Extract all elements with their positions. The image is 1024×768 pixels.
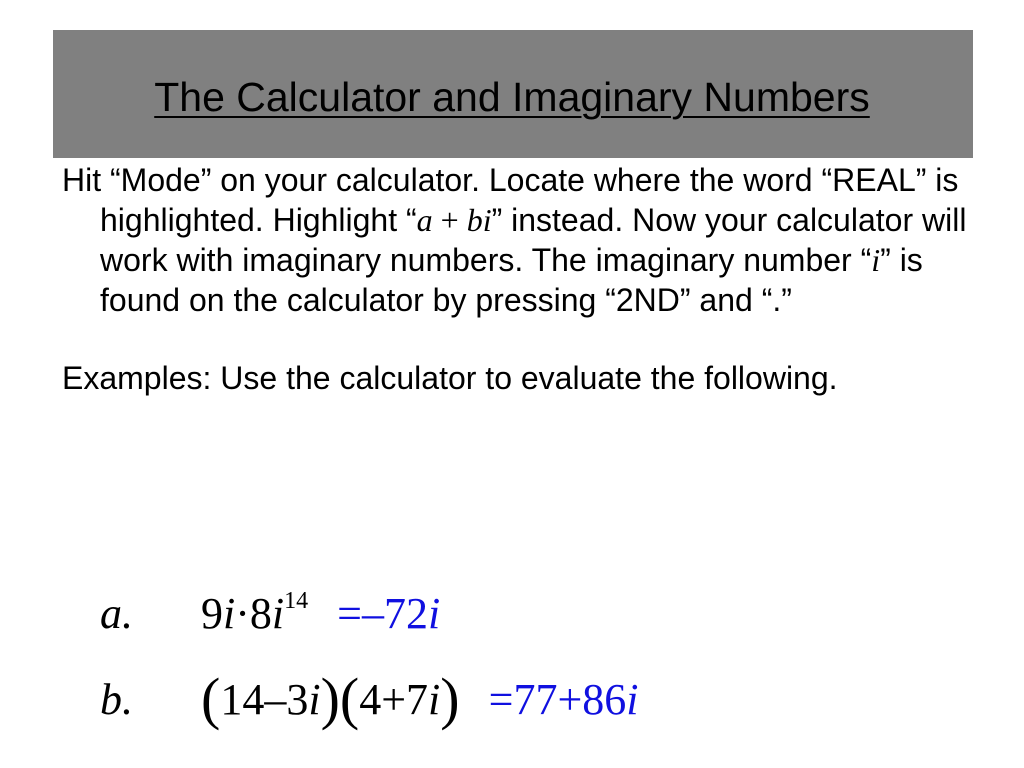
example-b-answer-eq: = xyxy=(488,675,514,724)
instruction-text-2: ” instead. Now your calculator will work with imaginary numbers. The imaginary number “ xyxy=(100,202,967,278)
example-a-answer-num: –72 xyxy=(361,588,428,638)
instruction-paragraph xyxy=(62,160,977,320)
example-b-rparen1: ) xyxy=(320,666,340,731)
examples-paragraph: Examples: Use the calculator to evaluate the following. xyxy=(62,360,838,396)
example-b-var1: i xyxy=(308,675,321,724)
example-b-coef1: 3 xyxy=(286,675,309,724)
example-a-dot: · xyxy=(235,588,250,638)
example-a-var1: i xyxy=(223,588,236,638)
example-b-lparen1: ( xyxy=(201,666,221,731)
example-a-answer-eq: = xyxy=(337,588,362,638)
example-b-answer xyxy=(489,675,639,724)
slide-title: The Calculator and Imaginary Numbers xyxy=(154,74,870,120)
example-b-rparen2: ) xyxy=(440,666,460,731)
example-a-answer xyxy=(337,589,440,638)
example-b-term2: 4 xyxy=(359,675,382,724)
math-i: i xyxy=(871,242,881,278)
example-b-coef2: 7 xyxy=(406,675,429,724)
example-b-answer-var: i xyxy=(626,675,639,724)
example-b-var2: i xyxy=(428,675,441,724)
example-a-exponent: 14 xyxy=(284,588,309,614)
instruction-text-3: ” is found on the calculator by pressing “2ND” and “.” xyxy=(100,242,923,318)
example-b-lparen2: ( xyxy=(339,666,360,731)
example-a-coef2: 8 xyxy=(249,588,272,638)
slide-body xyxy=(62,160,977,398)
instruction-text-1: Hit “Mode” on your calculator. Locate where the word “REAL” is highlighted. Highlight “ xyxy=(62,162,959,238)
example-b-label: b. xyxy=(100,675,133,724)
example-b-op1: – xyxy=(264,675,287,724)
example-b-answer-op: + xyxy=(557,675,583,724)
example-b-term1: 14 xyxy=(220,675,265,724)
example-a-label: a. xyxy=(100,588,133,638)
example-b-answer-imag: 86 xyxy=(582,675,627,724)
example-b-op2: + xyxy=(381,675,407,724)
math-plus: + xyxy=(432,202,467,238)
math-a: a xyxy=(416,202,433,238)
example-b-expression xyxy=(201,666,460,731)
example-a-coef1: 9 xyxy=(201,588,223,638)
example-b xyxy=(100,666,639,731)
example-b-answer-real: 77 xyxy=(513,675,558,724)
example-a-expression xyxy=(201,589,308,638)
example-a-var2: i xyxy=(271,588,285,638)
example-a xyxy=(100,580,440,639)
math-bi: bi xyxy=(466,202,492,238)
example-a-answer-var: i xyxy=(427,588,441,638)
